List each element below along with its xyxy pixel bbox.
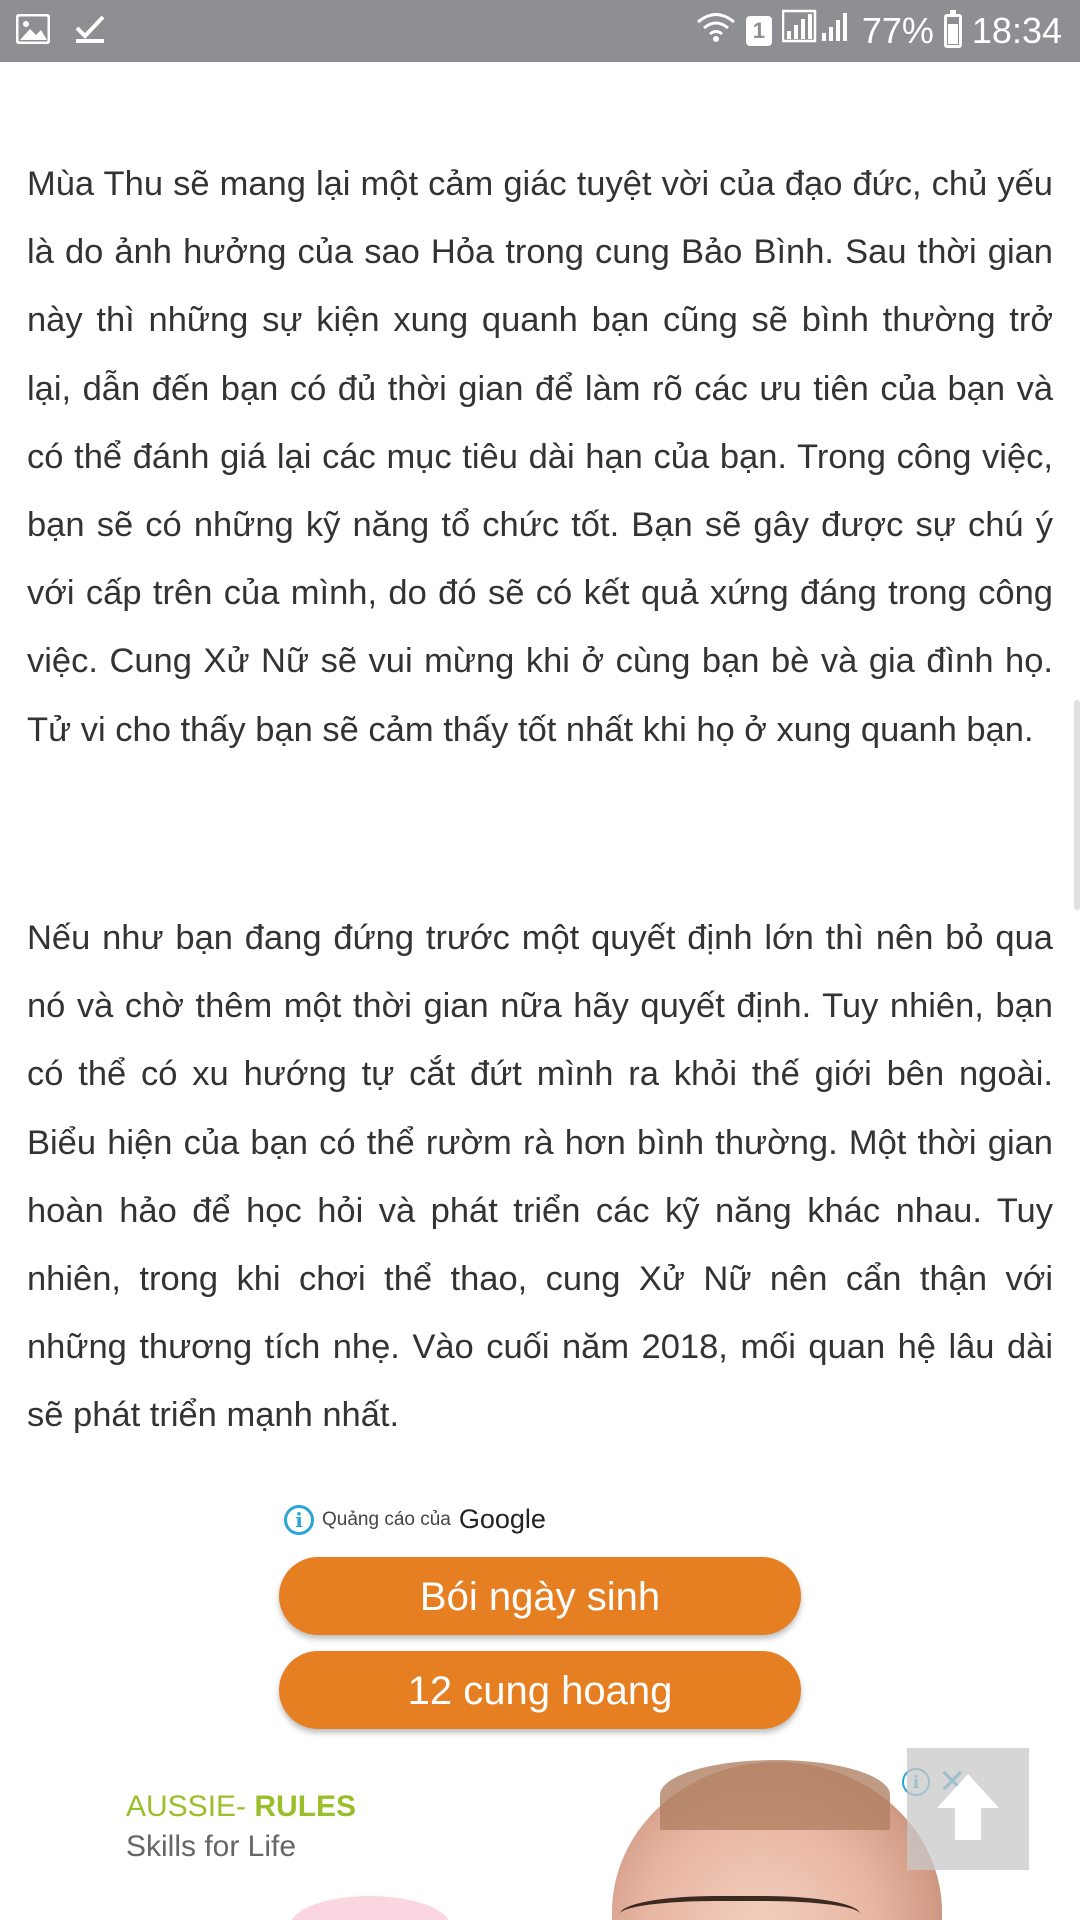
info-icon[interactable]: i [284, 1505, 314, 1535]
network-badge: 1 [746, 16, 772, 46]
banner-photo-hair [660, 1760, 890, 1830]
article-paragraph: Mùa Thu sẽ mang lại một cảm giác tuyệt vời của đạo đức, chủ yếu là do ảnh hưởng của sao Hỏa trong cung Bảo Bình. Sau thời gian này thì những sự kiện xung quanh bạn cũng sẽ bình thường trở lại, dẫn đến bạn có đủ thời gian để làm rõ các ưu tiên của bạn và có thể đánh giá lại các mục tiêu dài hạn của bạn. Trong công việc, bạn sẽ có những kỹ năng tổ chức tốt. Bạn sẽ gây được sự chú ý với cấp trên của mình, do đó sẽ có kết quả xứng đáng trong công việc. Cung Xử Nữ sẽ vui mừng khi ở cùng bạn bè và gia đình họ. Tử vi cho thấy bạn sẽ cảm thấy tốt nhất khi họ ở xung quanh bạn. [27, 165, 1053, 749]
battery-percent: 77% [861, 10, 934, 51]
banner-decoration [290, 1896, 450, 1920]
ad-label-text: Quảng cáo của [322, 1508, 451, 1530]
ad-button-boi-ngay-sinh[interactable]: Bói ngày sinh [279, 1557, 801, 1635]
battery-icon [944, 14, 962, 48]
checkmark-icon [74, 14, 106, 49]
banner-photo-glasses [620, 1896, 860, 1920]
signal-icon [782, 9, 852, 53]
clock: 18:34 [971, 10, 1062, 51]
banner-title: AUSSIE- RULES [126, 1790, 357, 1823]
banner-subtitle: Skills for Life [126, 1830, 297, 1863]
wifi-icon [696, 10, 736, 53]
gallery-icon [16, 14, 50, 49]
scrollbar[interactable] [1074, 700, 1080, 910]
arrow-up-icon [933, 1770, 1003, 1849]
article-paragraph: Nếu như bạn đang đứng trước một quyết định lớn thì nên bỏ qua nó và chờ thêm một thời gian nữa hãy quyết định. Tuy nhiên, bạn có thể có xu hướng tự cắt đứt mình ra khỏi thế giới bên ngoài. Biểu hiện của bạn có thể rườm rà hơn bình thường. Một thời gian hoàn hảo để học hỏi và phát triển các kỹ năng khác nhau. Tuy nhiên, trong khi chơi thể thao, cung Xử Nữ nên cẩn thận với những thương tích nhẹ. Vào cuối năm 2018, mối quan hệ lâu dài sẽ phát triển mạnh nhất. [27, 919, 1053, 1435]
ad-label[interactable] [284, 1504, 546, 1535]
ad-button-12-cung-hoang[interactable]: 12 cung hoang [279, 1651, 801, 1729]
google-brand: Google [458, 1504, 546, 1534]
status-bar [0, 0, 1080, 62]
scroll-to-top-button[interactable] [907, 1748, 1029, 1870]
